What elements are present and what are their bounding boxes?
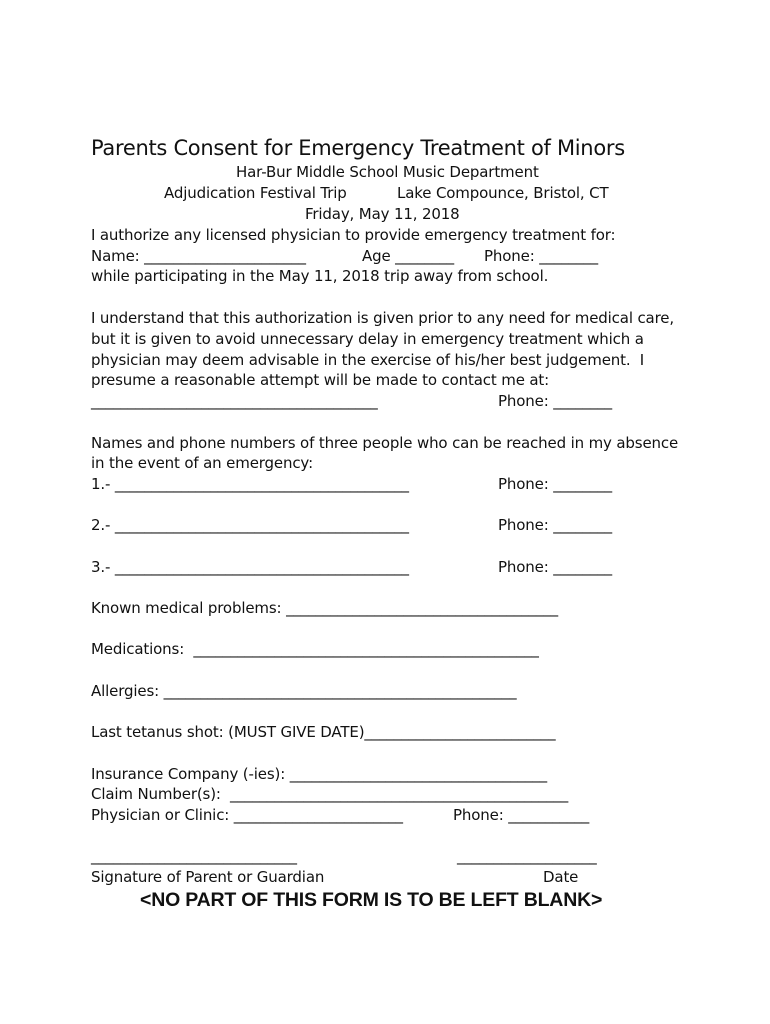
parent-contact-field[interactable]: _______________________________________ xyxy=(91,392,378,410)
contacts-intro-line-1: Names and phone numbers of three people who can be reached in my absence xyxy=(91,434,679,452)
allergies-field[interactable]: Allergies: ________________________________________________ xyxy=(91,682,517,700)
contact-1-phone-field[interactable]: Phone: ________ xyxy=(498,475,613,493)
physician-clinic-field[interactable]: Physician or Clinic: _______________________ xyxy=(91,806,403,824)
tetanus-date-field[interactable]: Last tetanus shot: (MUST GIVE DATE)__________________________ xyxy=(91,723,556,741)
medications-field[interactable]: Medications: _______________________________________________ xyxy=(91,640,539,658)
trip-location: Lake Compounce, Bristol, CT xyxy=(397,184,609,202)
school-name: Har-Bur Middle School Music Department xyxy=(236,163,539,181)
authorization-intro: I authorize any licensed physician to provide emergency treatment for: xyxy=(91,226,616,244)
understanding-line-2: but it is given to avoid unnecessary delay in emergency treatment which a xyxy=(91,330,644,348)
student-name-field[interactable]: Name: ______________________ xyxy=(91,247,306,265)
date-label: Date xyxy=(543,868,579,886)
understanding-line-3: physician may deem advisable in the exercise of his/her best judgement. I xyxy=(91,351,644,369)
contact-2-phone-field[interactable]: Phone: ________ xyxy=(498,516,613,534)
parent-phone-field[interactable]: Phone: ________ xyxy=(498,392,613,410)
form-title: Parents Consent for Emergency Treatment of Minors xyxy=(91,136,625,160)
trip-date: Friday, May 11, 2018 xyxy=(305,205,460,223)
contact-1-name-field[interactable]: 1.- ________________________________________ xyxy=(91,475,409,493)
claim-number-field[interactable]: Claim Number(s): ______________________________________________ xyxy=(91,785,569,803)
blank-warning-notice: <NO PART OF THIS FORM IS TO BE LEFT BLANK> xyxy=(140,889,603,911)
contacts-intro-line-2: in the event of an emergency: xyxy=(91,454,313,472)
student-age-field[interactable]: Age ________ xyxy=(362,247,454,265)
insurance-company-field[interactable]: Insurance Company (-ies): ___________________________________ xyxy=(91,765,547,783)
student-phone-field[interactable]: Phone: ________ xyxy=(484,247,599,265)
signature-date-line[interactable]: ___________________ xyxy=(457,847,597,865)
medical-problems-field[interactable]: Known medical problems: _____________________________________ xyxy=(91,599,559,617)
contact-3-phone-field[interactable]: Phone: ________ xyxy=(498,558,613,576)
understanding-line-1: I understand that this authorization is given prior to any need for medical care, xyxy=(91,309,674,327)
signature-line[interactable]: ____________________________ xyxy=(91,847,297,865)
trip-name: Adjudication Festival Trip xyxy=(164,184,347,202)
contact-2-name-field[interactable]: 2.- ________________________________________ xyxy=(91,516,409,534)
contact-3-name-field[interactable]: 3.- ________________________________________ xyxy=(91,558,409,576)
signature-label: Signature of Parent or Guardian xyxy=(91,868,325,886)
trip-participation-line: while participating in the May 11, 2018 trip away from school. xyxy=(91,267,549,285)
understanding-line-4: presume a reasonable attempt will be made to contact me at: xyxy=(91,371,550,389)
physician-phone-field[interactable]: Phone: ___________ xyxy=(453,806,590,824)
